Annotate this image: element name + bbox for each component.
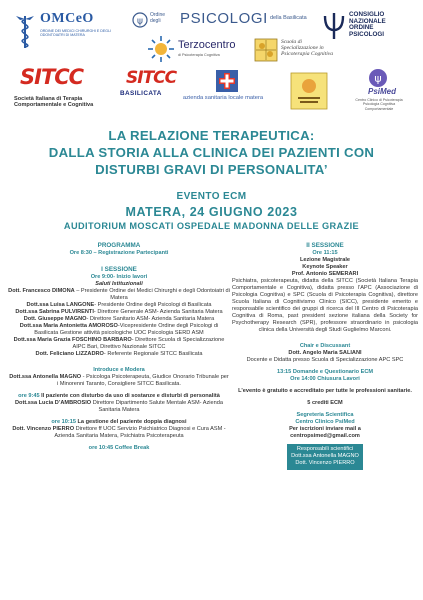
asm-logo bbox=[178, 70, 268, 118]
sitcc-basilicata-logo bbox=[120, 68, 177, 104]
psicologi-basilicata-logo bbox=[132, 10, 310, 36]
sitcc-basilicata-region: BASILICATA bbox=[120, 90, 162, 97]
sitcc-wordmark: SITCC bbox=[20, 65, 84, 89]
box-heading: Responsabili scientifici bbox=[296, 446, 354, 452]
talk-title: La gestione del paziente doppia diagnosi bbox=[75, 419, 187, 425]
talk-1-title bbox=[8, 393, 230, 400]
box-manager-1: Dott.ssa Antonella MAGNO bbox=[291, 453, 359, 460]
session-2-time: Ore 11:15 bbox=[312, 250, 338, 256]
start-time: Ore 9:00- Inizio lavori bbox=[90, 274, 148, 280]
questions-time: 13:15 Domande e Questionario ECM bbox=[276, 369, 374, 375]
keynote-speaker-name: Prof. Antonio SEMERARI bbox=[291, 271, 359, 277]
programma-heading: PROGRAMMA bbox=[97, 242, 141, 249]
speaker-name: Dott.ssa Maria Grazia FOSCHINO BARBARO bbox=[13, 337, 132, 343]
speaker-name: Dott. Giuseppe MAGNO bbox=[23, 316, 87, 322]
speaker-dimona bbox=[8, 288, 230, 302]
event-date: MATERA, 24 GIUGNO 2023 bbox=[125, 205, 298, 219]
closing-time: Ore 14:00 Chiusura Lavori bbox=[290, 376, 360, 382]
talk-time: ore 9:45 bbox=[18, 393, 40, 399]
registration-email[interactable]: centropsimed@gmail.com bbox=[290, 433, 360, 439]
speaker-langone bbox=[8, 302, 230, 309]
keynote-label: Keynote Speaker bbox=[302, 264, 348, 270]
psimed-logo bbox=[340, 68, 420, 112]
speaker-role: – Presidente Ordine dei Medici Chirurghi e degli Odontoiatri di Matera bbox=[74, 288, 230, 301]
svg-text:ψ: ψ bbox=[137, 16, 143, 27]
speaker-role: Direttore ff UOC Servizio Psichiatrico Diagnosi e Cura ASM -Azienda Sanitaria Matera, Psichiatra Psicoterapeuta bbox=[54, 426, 226, 439]
moderator-role: - Psicologa Psicoterapeuta, Giudice Onorario Tribunale per i Minorenni Taranto, Consigliere SITCC Basilicata. bbox=[57, 374, 229, 387]
puzzle-icon bbox=[254, 38, 278, 62]
speaker-amoroso bbox=[8, 323, 230, 337]
cnop-line-2: NAZIONALE bbox=[349, 17, 386, 25]
speaker-name: Dott.ssa Sabrina PULVIRENTI bbox=[15, 309, 94, 315]
chair-name: Dott. Angelo Maria SALIANI bbox=[288, 350, 362, 356]
cnop-text bbox=[349, 12, 386, 38]
speaker-pulvirenti bbox=[8, 309, 230, 316]
talk-2-title bbox=[8, 419, 230, 426]
scientific-managers-box bbox=[287, 444, 363, 470]
speaker-magno-giuseppe bbox=[8, 316, 230, 323]
speaker-name: Dott. Francesco DIMONA bbox=[8, 288, 75, 294]
speaker-role: - Direttore Sanitario ASM- Azienda Sanitaria Matera bbox=[86, 316, 215, 322]
talk-time: ore 10:15 bbox=[51, 419, 76, 425]
speaker-role: Direttore Dipartimento Salute Mentale ASM- Azienda Sanitaria Matera bbox=[91, 400, 223, 413]
psimed-heart-icon bbox=[368, 68, 388, 88]
asm-emblem-icon bbox=[216, 70, 238, 92]
title-line-1: LA RELAZIONE TERAPEUTICA: bbox=[108, 128, 315, 143]
speaker-name: Dott.ssa Lucia D’AMBROSIO bbox=[15, 400, 92, 406]
speaker-role: - Referente Regionale SITCC Basilicata bbox=[103, 351, 203, 357]
keynote-speaker-bio: Psichiatra, psicoterapeuta, didatta della SITCC (Società Italiana Terapia Comportamentale e Cognitiva), didatta presso l’APC (Associazione di Psicologia Cognitiva) e SPC (Scuola di Psicoterapia Cognitiva), direttore Scuola Italiana di Cognitivismo Clinico (SICC), presidente emerito e responsabile scientifico dei gruppi di ricerca del III Centro di Psicoterapia Cognitiva di Roma, past president sezione italiana della Society for Psychotherapy Research (SPR), professore straordinario in psicologia clinica della Università degli Studi Guglielmo Marconi. bbox=[232, 278, 418, 333]
cnop-line-1: CONSIGLIO bbox=[349, 11, 385, 18]
event-title bbox=[0, 127, 423, 178]
sunburst-icon bbox=[146, 34, 176, 64]
terzocentro-logo bbox=[146, 34, 246, 64]
registration-line: Ore 8:30 – Registrazione Partecipanti bbox=[69, 250, 169, 256]
psi-circle-icon bbox=[132, 12, 148, 28]
scuola-text bbox=[281, 40, 333, 58]
registration-instructions: Per iscrizioni inviare mail a bbox=[289, 426, 361, 432]
sitcc-subtitle: Società Italiana di Terapia Comportamentale e Cognitiva bbox=[14, 96, 94, 109]
cnop-line-3: ORDINE bbox=[349, 24, 374, 32]
speaker-role: - Direttore Generale ASM- Azienda Sanitaria Matera bbox=[93, 309, 223, 315]
caduceus-icon bbox=[12, 14, 38, 50]
association-seal-icon bbox=[290, 72, 328, 110]
moderator bbox=[8, 374, 230, 388]
psimed-subtitle: Centro Clinico di Psicoterapia Psicologia Cognitiva Comportamentale bbox=[355, 98, 403, 111]
sitcc-basilicata-wordmark: SITCC bbox=[126, 68, 177, 88]
scuola-line-3: Psicoterapia Cognitiva bbox=[281, 50, 334, 57]
scuola-specializzazione-logo bbox=[254, 38, 350, 64]
talk-2-speaker bbox=[8, 426, 230, 440]
omceo-logo bbox=[12, 10, 116, 56]
scuola-line-2: Specializzazione in bbox=[281, 44, 324, 51]
session-1-heading: I SESSIONE bbox=[101, 266, 137, 273]
psi-emblem-icon bbox=[322, 12, 346, 40]
session-2-heading: II SESSIONE bbox=[306, 242, 344, 249]
speaker-lizzadro bbox=[8, 351, 230, 358]
secretariat-center: Centro Clinico PsiMed bbox=[295, 419, 355, 425]
lecture-label: Lezione Magistrale bbox=[299, 257, 351, 263]
title-line-2: DALLA STORIA ALLA CLINICA DEI PAZIENTI CON bbox=[48, 145, 375, 160]
speaker-name: Dott.ssa Luisa LANGONE bbox=[26, 302, 95, 308]
talk-1-speaker bbox=[8, 400, 230, 414]
program-right-column bbox=[232, 242, 418, 470]
speaker-name: Dott.ssa Maria Antonietta AMOROSO bbox=[19, 323, 118, 329]
moderator-name: Dott.ssa Antonella MAGNO bbox=[9, 374, 82, 380]
psicologi-wordmark: PSICOLOGI bbox=[180, 10, 268, 27]
saluti-heading: Saluti Istituzionali bbox=[95, 281, 143, 287]
free-event-note: L’evento è gratuito e accreditato per tutte le professioni sanitarie. bbox=[238, 388, 412, 394]
speaker-role: - Direttore Scuola di Specializzazione AIPC Bari, Direttivo Nazionale SITCC bbox=[72, 337, 225, 350]
psicologi-ordine-label: Ordine degli bbox=[150, 12, 166, 24]
ecm-credits: 5 crediti ECM bbox=[307, 400, 343, 406]
logo-strip bbox=[0, 0, 423, 122]
speaker-role: - Presidente Ordine degli Psicologi di Basilicata bbox=[94, 302, 212, 308]
speaker-foschino-barbaro bbox=[8, 337, 230, 351]
scuola-line-1: Scuola di bbox=[281, 39, 302, 45]
omceo-subtitle: ORDINE DEI MEDICI CHIRURGHI E DEGLI ODONTOIATRI DI MATERA bbox=[40, 29, 112, 38]
psicologi-region: della Basilicata bbox=[270, 15, 307, 21]
omceo-name: OMCeO bbox=[40, 11, 94, 26]
asm-subtitle: azienda sanitaria locale matera bbox=[182, 95, 264, 101]
coffee-break: ore 10:45 Coffee Break bbox=[88, 445, 150, 451]
moderator-heading: Introduce e Modera bbox=[93, 367, 145, 373]
svg-text:ψ: ψ bbox=[374, 72, 382, 85]
event-type: EVENTO ECM bbox=[176, 191, 247, 202]
psimed-name: PsiMed bbox=[368, 87, 397, 96]
cnop-line-4: PSICOLOGI bbox=[349, 30, 384, 38]
terzocentro-subtitle: di Psicoterapia Cognitiva bbox=[178, 53, 220, 57]
chair-role: Docente e Didatta presso Scuola di Specializzazione APC SPC bbox=[246, 357, 404, 363]
secretariat-heading: Segreteria Scientifica bbox=[296, 412, 354, 418]
chair-heading: Chair e Discussant bbox=[299, 343, 351, 349]
terzocentro-name: Terzocentro bbox=[178, 39, 236, 51]
event-venue: AUDITORIUM MOSCATI OSPEDALE MADONNA DELLE GRAZIE bbox=[63, 221, 360, 231]
box-manager-2: Dott. Vincenzo PIERRO bbox=[295, 460, 355, 467]
speaker-role: -Vicepresidente Ordine degli Psicologi di Basilicata Gestione attività psicologiche UOC Psicologia SERD ASM bbox=[34, 323, 219, 336]
title-line-3: DISTURBI GRAVI DI PERSONALITA’ bbox=[95, 162, 328, 177]
program-left-column bbox=[8, 242, 230, 452]
sitcc-logo bbox=[14, 66, 118, 118]
speaker-name: Dott. Vincenzo PIERRO bbox=[12, 426, 75, 432]
associazione-logo bbox=[290, 72, 328, 110]
speaker-name: Dott. Feliciano LIZZADRO bbox=[35, 351, 104, 357]
talk-title: Il paziente con disturbo da uso di sostanze e disturbi di personalità bbox=[39, 393, 220, 399]
